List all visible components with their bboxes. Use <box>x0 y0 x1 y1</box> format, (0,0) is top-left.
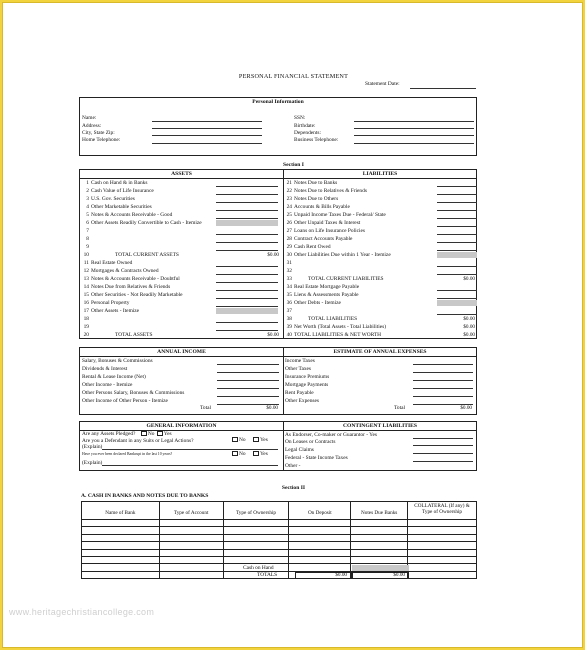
liability-row-label: Real Estate Mortgage Payable <box>294 283 360 290</box>
personal-field-label: Dependents: <box>294 130 321 137</box>
liability-row-label: Loans on Life Insurance Policies <box>294 227 365 234</box>
contingent-row <box>285 454 476 462</box>
expense-row <box>285 357 476 365</box>
liability-row <box>284 203 477 211</box>
bank-table-cell[interactable] <box>159 571 223 578</box>
asset-row-number: 11 <box>83 259 89 266</box>
personal-field-row <box>294 122 474 129</box>
yes-label: Yes <box>259 437 268 443</box>
bank-table-cell[interactable] <box>82 520 160 527</box>
liability-total-value: $0.00 <box>463 316 475 322</box>
bank-table-cell[interactable] <box>289 564 351 571</box>
liability-row-label: Cash Rent Owed <box>294 243 331 250</box>
asset-row-label: Mortgages & Contracts Owned <box>91 267 159 274</box>
liability-row-label: Other Liabilities Due within 1 Year - Itemize <box>294 251 391 258</box>
income-row <box>82 357 282 365</box>
bank-section-heading: A. CASH IN BANKS AND NOTES DUE TO BANKS <box>81 493 209 499</box>
asset-row-number: 15 <box>83 291 89 298</box>
personal-field-input[interactable] <box>152 128 262 129</box>
liability-row-shaded-cell <box>437 300 477 306</box>
general-contingent-box <box>79 421 477 471</box>
totals-deposit-value: $0.00 <box>335 572 347 578</box>
asset-row-number: 1 <box>86 179 89 186</box>
bank-table-cell[interactable] <box>159 556 223 563</box>
liability-row-number: 29 <box>286 243 292 250</box>
personal-field-label: Birthdate: <box>294 122 316 129</box>
asset-row-shaded-cell <box>216 308 278 314</box>
contingent-liabilities-header: CONTINGENT LIABILITIES <box>342 423 418 429</box>
bank-table-cell[interactable] <box>408 527 477 534</box>
bank-column-header: Notes Due Banks <box>351 502 408 520</box>
liability-row <box>284 235 477 243</box>
liability-row-label: Notes Due to Others <box>294 195 339 202</box>
asset-row-label: U.S. Gov. Securities <box>91 195 135 202</box>
asset-row <box>81 211 283 219</box>
liability-row-number: 33 <box>286 275 292 282</box>
liability-row <box>284 251 477 259</box>
statement-date-field[interactable] <box>410 88 476 89</box>
assets-pledged-no-checkbox[interactable] <box>141 431 147 436</box>
bank-table-cell[interactable] <box>82 549 160 556</box>
asset-row-label: Cash Value of Life Insurance <box>91 187 154 194</box>
bank-table-cell[interactable] <box>159 527 223 534</box>
section-1-title: Section I <box>283 162 304 168</box>
bank-table-row <box>82 564 477 571</box>
assets-rows <box>81 179 283 339</box>
asset-row <box>81 179 283 187</box>
liability-row <box>284 315 477 323</box>
asset-row-label: Cash on Hand & in Banks <box>91 179 148 186</box>
asset-row <box>81 259 283 267</box>
asset-row <box>81 227 283 235</box>
liability-row <box>284 195 477 203</box>
expense-row <box>285 373 476 381</box>
bank-table-cell[interactable] <box>223 527 289 534</box>
liability-row-number: 24 <box>286 203 292 210</box>
expense-row <box>285 365 476 373</box>
asset-row <box>81 275 283 283</box>
liability-row-number: 30 <box>286 251 292 258</box>
contingent-row <box>285 439 476 447</box>
liability-row <box>284 219 477 227</box>
liability-row-label: Unpaid Income Taxes Due - Federal/ State <box>294 211 386 218</box>
personal-left-column <box>82 115 262 145</box>
personal-field-input[interactable] <box>354 121 474 122</box>
personal-field-row <box>294 130 474 137</box>
asset-row-label: Other Assets - Itemize <box>91 307 140 314</box>
expense-row <box>285 381 476 389</box>
personal-field-input[interactable] <box>152 143 262 144</box>
personal-field-row <box>294 137 474 144</box>
cash-on-hand-label: Cash on Hand <box>243 565 274 571</box>
personal-field-input[interactable] <box>354 143 474 144</box>
bank-table-cell[interactable] <box>159 564 223 571</box>
liability-row-number: 22 <box>286 187 292 194</box>
bank-table-cell[interactable] <box>351 527 408 534</box>
liability-row <box>284 187 477 195</box>
income-row <box>82 373 282 381</box>
bank-table-cell[interactable] <box>351 520 408 527</box>
liability-row-label: Other Unpaid Taxes & Interest <box>294 219 361 226</box>
bank-table-cell[interactable] <box>408 564 477 571</box>
income-row <box>82 365 282 373</box>
asset-row-number: 7 <box>86 227 89 234</box>
assets-pledged-yes-checkbox[interactable] <box>157 431 163 436</box>
income-row <box>82 381 282 389</box>
liability-row-number: 35 <box>286 291 292 298</box>
liability-row-number: 31 <box>286 259 292 266</box>
liability-row-number: 21 <box>286 179 292 186</box>
liability-row-label: Accounts & Bills Payable <box>294 203 350 210</box>
liabilities-rows <box>284 179 477 339</box>
liability-row <box>284 227 477 235</box>
contingent-row-label: As Endorser, Co-maker or Guarantor - Yes <box>285 431 378 438</box>
liability-row-label: TOTAL LIABILITIES <box>308 315 358 322</box>
expense-rows <box>285 357 476 405</box>
asset-row-label: TOTAL CURRENT ASSETS <box>115 251 179 258</box>
asset-row-number: 19 <box>83 323 89 330</box>
liability-row-number: 25 <box>286 211 292 218</box>
bankrupt-no-checkbox[interactable] <box>232 451 238 456</box>
asset-row <box>81 251 283 259</box>
no-label: No <box>239 437 246 443</box>
liability-row <box>284 307 477 315</box>
section-2-title: Section II <box>281 485 306 491</box>
bank-column-header: Type of Ownership <box>223 502 289 520</box>
asset-row-number: 12 <box>83 267 89 274</box>
liability-row-label: TOTAL CURRENT LIABILITIES <box>308 275 384 282</box>
personal-information-header: Personal Information <box>252 99 304 105</box>
asset-row-number: 16 <box>83 299 89 306</box>
liabilities-header: LIABILITIES <box>362 171 398 177</box>
income-row-label: Rental & Lease Income (Net) <box>82 373 146 380</box>
assets-header: ASSETS <box>171 171 192 177</box>
asset-row-shaded-cell <box>216 220 278 226</box>
asset-row-number: 2 <box>86 187 89 194</box>
expense-total-label: Total <box>394 405 405 411</box>
asset-row-label: Personal Property <box>91 299 130 306</box>
liability-row <box>284 331 477 339</box>
liability-row <box>284 275 477 283</box>
expense-row-label: Other Taxes <box>285 365 312 372</box>
defendant-yes-checkbox[interactable] <box>253 437 259 442</box>
asset-row-label: Notes & Accounts Receivable - Doubtful <box>91 275 180 282</box>
explain-field-1[interactable] <box>102 449 278 450</box>
general-information-header: GENERAL INFORMATION <box>146 423 217 429</box>
bank-table-cell[interactable] <box>408 549 477 556</box>
personal-information-box <box>79 97 477 156</box>
personal-field-row <box>82 130 262 137</box>
assets-pledged-question: Are any Assets Pledged? <box>82 431 136 437</box>
asset-row-label: Other Securities - Not Readily Marketable <box>91 291 183 298</box>
asset-total-value: $0.00 <box>267 252 279 258</box>
liability-row-number: 37 <box>286 307 292 314</box>
liability-row-number: 27 <box>286 227 292 234</box>
asset-row-number: 18 <box>83 315 89 322</box>
asset-row-label: TOTAL ASSETS <box>115 331 153 338</box>
bank-table-cell[interactable] <box>82 527 160 534</box>
bank-table-row <box>82 542 477 549</box>
contingent-rows <box>285 431 476 470</box>
liability-row-number: 32 <box>286 267 292 274</box>
bank-column-header: Type of Account <box>159 502 223 520</box>
defendant-no-checkbox[interactable] <box>232 437 238 442</box>
liability-row-number: 38 <box>286 315 292 322</box>
bank-table-cell[interactable] <box>408 520 477 527</box>
bank-column-header: Name of Bank <box>82 502 160 520</box>
asset-row <box>81 323 283 331</box>
bank-table-cell[interactable] <box>408 542 477 549</box>
bank-column-header: COLLATERAL (If any) & Type of Ownership <box>408 502 477 520</box>
asset-row-label: Other Assets Readily Convertible to Cash - Itemize <box>91 219 202 226</box>
liability-row-number: 26 <box>286 219 292 226</box>
bank-table-cell[interactable] <box>408 571 477 578</box>
liability-row <box>284 283 477 291</box>
income-row <box>82 389 282 397</box>
liability-row <box>284 211 477 219</box>
bank-table-cell[interactable] <box>223 556 289 563</box>
expense-row-label: Other Expenses <box>285 397 319 404</box>
asset-row <box>81 291 283 299</box>
asset-row-number: 10 <box>83 251 89 258</box>
income-row-label: Dividends & Interest <box>82 365 128 372</box>
asset-row-number: 20 <box>83 331 89 338</box>
bank-column-header: On Deposit <box>289 502 351 520</box>
bank-table-cell[interactable] <box>82 542 160 549</box>
bank-table-cell[interactable] <box>351 542 408 549</box>
bank-table-cell[interactable] <box>159 520 223 527</box>
bank-table-cell[interactable] <box>159 542 223 549</box>
liability-row-label: TOTAL LIABILITIES & NET WORTH <box>294 331 382 338</box>
bank-table-cell[interactable] <box>159 549 223 556</box>
bank-table-row <box>82 520 477 527</box>
asset-row-number: 17 <box>83 307 89 314</box>
income-row-label: Salary, Bonuses & Commissions <box>82 357 153 364</box>
personal-field-input[interactable] <box>152 121 262 122</box>
income-row-label: Other Income of Other Person - Itemize <box>82 397 168 404</box>
personal-field-row <box>82 115 262 122</box>
asset-row-number: 6 <box>86 219 89 226</box>
bank-table-cell[interactable] <box>82 571 160 578</box>
liability-row <box>284 259 477 267</box>
liability-row <box>284 291 477 299</box>
expense-row <box>285 389 476 397</box>
liability-total-value: $0.00 <box>463 332 475 338</box>
explain-label-2: (Explain) <box>82 460 103 466</box>
watermark-text: www.heritagechristiancollege.com <box>9 607 155 617</box>
income-total-value: $0.00 <box>266 405 278 411</box>
asset-row <box>81 195 283 203</box>
personal-field-input[interactable] <box>354 128 474 129</box>
expense-row <box>285 397 476 405</box>
totals-label: TOTALS <box>257 572 278 578</box>
bank-table-cell[interactable] <box>289 527 351 534</box>
asset-row <box>81 283 283 291</box>
explain-field-2[interactable] <box>102 465 278 466</box>
expense-row-label: Rent Payable <box>285 389 314 396</box>
liability-row-label: Net Worth (Total Assets - Total Liabilities) <box>294 323 387 330</box>
income-row-label: Other Income - Itemize <box>82 381 133 388</box>
expense-row-label: Income Taxes <box>285 357 315 364</box>
annual-expenses-header: ESTIMATE OF ANNUAL EXPENSES <box>333 349 427 355</box>
defendant-question: Are you a Defendant in any Suits or Legal Actions? <box>82 437 194 444</box>
asset-row-label: Notes & Accounts Receivable - Good <box>91 211 173 218</box>
liability-row-number: 23 <box>286 195 292 202</box>
liability-row <box>284 299 477 307</box>
asset-row-number: 14 <box>83 283 89 290</box>
asset-row-label: Real Estate Owned <box>91 259 133 266</box>
liability-row <box>284 267 477 275</box>
bank-table-cell[interactable] <box>351 549 408 556</box>
asset-row <box>81 315 283 323</box>
contingent-row-label: Legal Claims <box>285 447 314 454</box>
bank-table-cell[interactable] <box>408 556 477 563</box>
asset-row-number: 4 <box>86 203 89 210</box>
bank-table-cell[interactable] <box>223 542 289 549</box>
personal-field-row <box>82 137 262 144</box>
asset-row <box>81 331 283 339</box>
bank-table-row <box>82 571 477 578</box>
liability-row-label: Liens & Assessments Payable <box>294 291 359 298</box>
bank-table-cell[interactable] <box>408 534 477 541</box>
bank-table-cell[interactable] <box>82 564 160 571</box>
bank-table-cell[interactable] <box>223 534 289 541</box>
asset-row-number: 8 <box>86 235 89 242</box>
bank-table-cell[interactable] <box>82 556 160 563</box>
bankrupt-yes-checkbox[interactable] <box>253 451 259 456</box>
personal-field-row <box>294 115 474 122</box>
personal-field-label: Name: <box>82 115 97 122</box>
bank-table-row <box>82 527 477 534</box>
document-page <box>3 3 584 649</box>
personal-field-label: City, State Zip: <box>82 130 115 137</box>
liability-row <box>284 243 477 251</box>
personal-right-column <box>294 115 474 145</box>
income-total-label: Total <box>200 405 211 411</box>
bank-table-cell[interactable] <box>82 534 160 541</box>
no-label: No <box>147 431 155 437</box>
no-label: No <box>239 451 246 457</box>
yes-label: Yes <box>259 451 268 457</box>
liability-row-label: Contract Accounts Payable <box>294 235 353 242</box>
page-frame <box>2 2 583 648</box>
income-row <box>82 397 282 405</box>
personal-field-input[interactable] <box>152 135 262 136</box>
liability-row-number: 40 <box>286 331 292 338</box>
liability-row-number: 28 <box>286 235 292 242</box>
bank-table-cell[interactable] <box>159 534 223 541</box>
liability-row-number: 39 <box>286 323 292 330</box>
personal-field-label: Business Telephone: <box>294 137 339 144</box>
asset-row-label: Other Marketable Securities <box>91 203 152 210</box>
totals-notes-value: $0.00 <box>393 572 405 578</box>
cash-on-hand-shaded-cell <box>352 565 409 571</box>
assets-liabilities-box <box>79 169 477 339</box>
yes-label: Yes <box>163 431 172 437</box>
asset-row <box>81 243 283 251</box>
bank-table-cell[interactable] <box>351 534 408 541</box>
bank-table-cell[interactable] <box>351 556 408 563</box>
contingent-row <box>285 462 476 470</box>
asset-row <box>81 267 283 275</box>
asset-total-value: $0.00 <box>267 332 279 338</box>
personal-field-input[interactable] <box>354 135 474 136</box>
expense-total-value: $0.00 <box>460 405 472 411</box>
bankrupt-question: Have you ever been declared Bankrupt in the last 10 years? <box>82 452 173 456</box>
liability-row <box>284 179 477 187</box>
bank-table-cell[interactable] <box>223 549 289 556</box>
bank-table-header-row <box>82 502 477 520</box>
personal-field-row <box>82 122 262 129</box>
bank-table-cell[interactable] <box>289 520 351 527</box>
asset-row <box>81 299 283 307</box>
personal-field-label: Home Telephone: <box>82 137 121 144</box>
asset-row-number: 5 <box>86 211 89 218</box>
contingent-row-label: Federal - State Income Taxes <box>285 454 348 461</box>
bank-table-cell[interactable] <box>223 520 289 527</box>
liability-total-value: $0.00 <box>463 276 475 282</box>
document-title: PERSONAL FINANCIAL STATEMENT <box>238 73 349 80</box>
explain-label-1: (Explain) <box>82 444 103 450</box>
bank-table-row <box>82 534 477 541</box>
liability-row <box>284 323 477 331</box>
liability-row-label: Notes Due to Relatives & Friends <box>294 187 367 194</box>
bank-table-cell[interactable] <box>223 571 289 578</box>
income-rows <box>82 357 282 405</box>
asset-row <box>81 235 283 243</box>
bank-table <box>81 501 477 579</box>
contingent-row-label: On Leases or Contracts <box>285 439 336 446</box>
contingent-row <box>285 447 476 455</box>
annual-income-header: ANNUAL INCOME <box>157 349 206 355</box>
asset-row <box>81 203 283 211</box>
bank-table-row <box>82 556 477 563</box>
personal-field-label: Address: <box>82 122 102 129</box>
liability-row-label: Notes Due to Banks <box>294 179 338 186</box>
liability-row-number: 36 <box>286 299 292 306</box>
statement-date-label: Statement Date: <box>365 81 400 87</box>
asset-row-number: 9 <box>86 243 89 250</box>
bank-table-cell[interactable] <box>289 542 351 549</box>
asset-row <box>81 219 283 227</box>
bank-table-cell[interactable] <box>289 556 351 563</box>
asset-row-number: 3 <box>86 195 89 202</box>
asset-row <box>81 307 283 315</box>
contingent-row <box>285 431 476 439</box>
personal-field-label: SSN: <box>294 115 306 122</box>
asset-row-label: Notes Due from Relatives & Friends <box>91 283 171 290</box>
liability-total-value: $0.00 <box>463 324 475 330</box>
income-row-label: Other Persons Salary, Bonuses & Commissions <box>82 389 185 396</box>
expense-row-label: Mortgage Payments <box>285 381 329 388</box>
liability-row-label: Other Debts - Itemize <box>294 299 341 306</box>
contingent-row-label: Other - <box>285 462 301 469</box>
bank-table-cell[interactable] <box>289 534 351 541</box>
expense-row-label: Insurance Premiums <box>285 373 330 380</box>
bank-table-cell[interactable] <box>289 549 351 556</box>
asset-row-number: 13 <box>83 275 89 282</box>
asset-row <box>81 187 283 195</box>
bank-table-row <box>82 549 477 556</box>
liability-row-shaded-cell <box>437 252 477 258</box>
liability-row-number: 34 <box>286 283 292 290</box>
income-expenses-box <box>79 347 477 415</box>
